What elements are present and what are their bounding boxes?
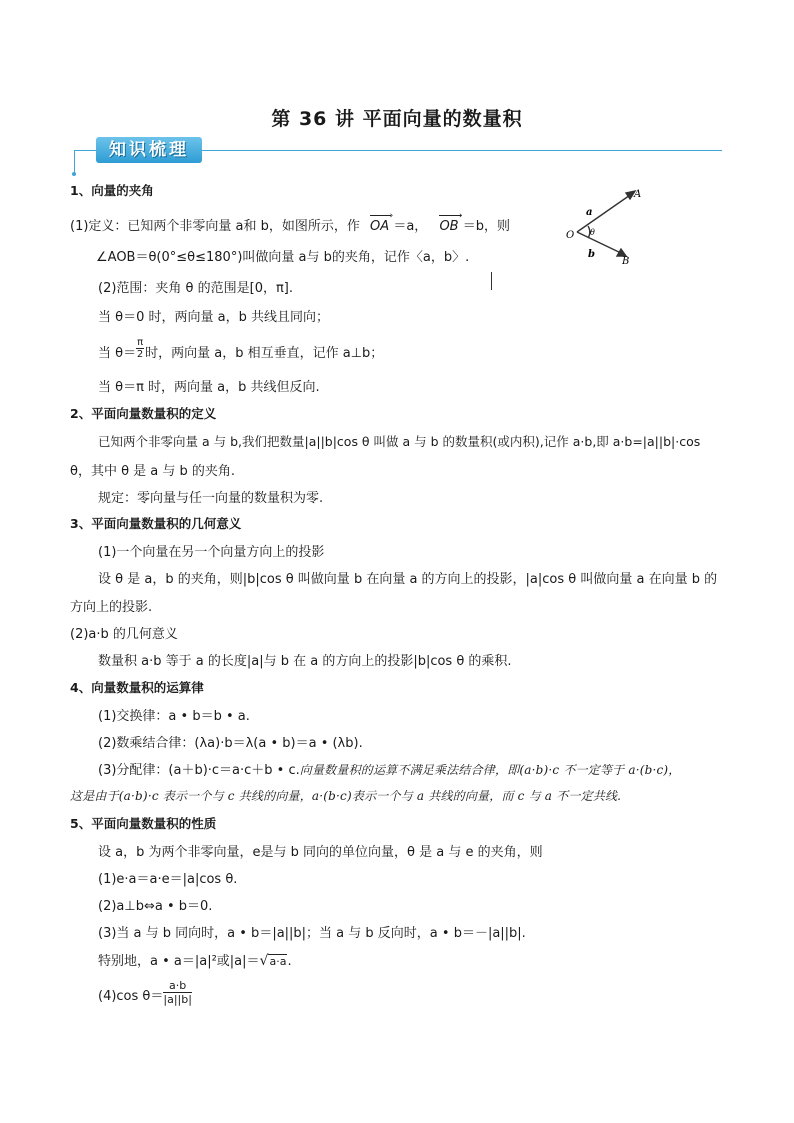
property-unit-vector: (1)e·a＝a·e＝|a|cos θ. [98,872,238,887]
scalar-associative-law: (2)数乘结合律：(λa)·b＝λ(a • b)＝a • (λb). [98,736,363,751]
vector-oa-arrow [370,215,391,216]
sqrt-sign: √ [259,953,269,969]
banner-rule-dot [72,172,76,176]
heading-properties: 5、平面向量数量积的性质 [70,816,217,831]
def-text-b: ＝a， [393,219,428,234]
projection-text: 设 θ 是 a，b 的夹角，则|b|cos θ 叫做向量 b 在向量 a 的方向上的投影，|a|cos θ 叫做向量 a 在向量 b 的 [98,572,718,587]
vector-ob-arrowhead: › [458,211,463,221]
page-title: 第 36 讲 平面向量的数量积 [271,108,523,130]
fraction-cosine: $\frac{a\cdot b}{|a||b|}$ [163,979,192,1006]
property-perpendicular: (2)a⊥b⇔a • b＝0. [98,899,213,914]
heading-dot-product-definition: 2、平面向量数量积的定义 [70,406,217,421]
projection-title: (1)一个向量在另一个向量方向上的投影 [98,545,325,560]
heading-geometric-meaning: 3、平面向量数量积的几何意义 [70,516,242,531]
projection-text-cont: 方向上的投影. [70,600,153,615]
property-same-opposite: (3)当 a 与 b 同向时，a • b＝|a||b|；当 a 与 b 反向时，a • b＝－|a||b|. [98,926,526,941]
angle-definition-line2: ∠AOB＝θ(0°≤θ≤180°)叫做向量 a与 b的夹角，记作〈a，b〉. [96,250,470,265]
heading-angle: 1、向量的夹角 [70,183,154,198]
vector-ob: › OB [439,211,463,234]
geometric-meaning-title: (2)a·b 的几何意义 [70,627,178,642]
angle-diagram [560,182,660,272]
commutative-law: (1)交换律：a • b＝b • a. [98,709,250,724]
banner-rule-tick [74,150,75,174]
label-a-point: A [634,189,642,200]
vector-oa-arrowhead: › [389,211,394,221]
def-text-a: (1)定义：已知两个非零向量 a和 b，如图所示，作 [70,219,360,234]
label-vector-a: a [586,207,593,218]
vector-ob-arrow [439,215,460,216]
angle-range: (2)范围：夹角 θ 的范围是[0，π]. [98,281,294,296]
angle-definition [70,211,510,234]
property-magnitude: 特别地，a • a＝|a|²或|a|＝√a·a. [98,953,292,969]
label-origin: O [566,230,575,241]
case-same-direction: 当 θ＝0 时，两向量 a，b 共线且同向； [98,310,329,325]
label-vector-b: b [588,249,595,260]
fraction-pi-over-2: $\frac{\pi}{2}$ [136,337,144,360]
associativity-note: 这是由于(a·b)·c 表示一个与 c 共线的向量，a·(b·c)表示一个与 a 共线的向量，而 c 与 a 不一定共线. [70,789,622,803]
label-theta: θ [590,228,595,237]
case-perpendicular: 当 θ＝ $\frac{\pi}{2}$ 时，两向量 a，b 相互垂直，记作 a⊥b； [98,337,384,361]
heading-operation-laws: 4、向量数量积的运算律 [70,680,204,695]
section-banner: 知识梳理 [96,137,202,163]
def-text-c: ＝b，则 [462,219,510,234]
case-opposite-direction: 当 θ＝π 时，两向量 a，b 共线但反向. [98,380,320,395]
arrowhead-b [617,249,626,256]
vector-oa: › OA [370,211,394,234]
properties-intro: 设 a，b 为两个非零向量，e是与 b 同向的单位向量，θ 是 a 与 e 的夹角，则 [98,845,543,860]
text-cursor [491,272,492,290]
zero-vector-rule: 规定：零向量与任一向量的数量积为零. [98,491,324,506]
sqrt-radicand: a·a [269,955,287,968]
dot-product-definition-cont: θ，其中 θ 是 a 与 b 的夹角. [70,464,236,479]
angle-diagram-lines [577,191,635,256]
dot-product-definition: 已知两个非零向量 a 与 b,我们把数量|a||b|cos θ 叫做 a 与 b 的数量积(或内积),记作 a·b,即 a·b=|a||b|·cos [98,434,701,449]
distributive-law: (3)分配律：(a＋b)·c＝a·c＋b • c.向量数量积的运算不满足乘法结合律，即(a·b)·c 不一定等于 a·(b·c)， [98,763,681,778]
label-b-point: B [622,256,630,267]
property-cosine: (4)cos θ＝ $\frac{a\cdot b}{|a||b|}$ [98,979,192,1006]
ray-ob [577,232,623,254]
geometric-meaning-text: 数量积 a·b 等于 a 的长度|a|与 b 在 a 的方向上的投影|b|cos θ 的乘积. [98,654,512,669]
